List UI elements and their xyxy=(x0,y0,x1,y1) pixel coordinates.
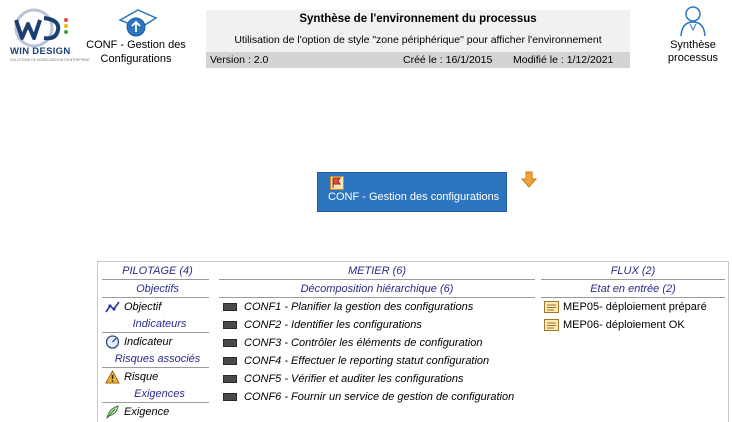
page-title: Synthèse de l'environnement du processus xyxy=(299,13,537,25)
divider xyxy=(219,297,535,298)
pilotage-group-header-objectifs: Objectifs xyxy=(136,283,179,295)
pilotage-item-risque[interactable] xyxy=(105,370,158,384)
divider xyxy=(541,279,725,280)
subprocess-icon xyxy=(223,393,237,401)
divider xyxy=(541,297,725,298)
created-date: Créé le : 16/1/2015 xyxy=(403,54,493,66)
page-subtitle: Utilisation de l'option de style "zone périphérique" pour afficher l'environnement xyxy=(234,34,602,46)
divider xyxy=(102,279,209,280)
metier-item-label: CONF3 - Contrôler les éléments de configuration xyxy=(244,337,483,349)
divider xyxy=(102,367,209,368)
down-arrow-icon[interactable] xyxy=(521,171,537,189)
metier-item[interactable] xyxy=(223,337,482,349)
pilotage-group-header-indicateurs: Indicateurs xyxy=(132,318,187,330)
flux-item[interactable] xyxy=(544,319,685,331)
subprocess-icon xyxy=(223,357,237,365)
pilotage-item-label: Risque xyxy=(124,370,159,383)
process-link-label-1: CONF - Gestion des xyxy=(86,39,186,51)
process-link-label-2: Configurations xyxy=(100,53,172,65)
metier-item-label: CONF4 - Effectuer le reporting statut configuration xyxy=(244,355,490,367)
process-box[interactable] xyxy=(317,172,507,212)
flux-header: FLUX (2) xyxy=(610,265,656,277)
flux-item-label: MEP06- déploiement OK xyxy=(563,319,685,331)
process-box-label: CONF - Gestion des configurations xyxy=(328,191,500,203)
gauge-icon xyxy=(105,335,120,349)
pilotage-item-label: Indicateur xyxy=(124,335,173,348)
metier-item-label: CONF5 - Vérifier et auditer les configurations xyxy=(244,373,464,385)
metier-item[interactable] xyxy=(223,355,489,367)
subprocess-icon xyxy=(223,339,237,347)
logo-subtext: SOLUTIONS DE MODÉLISATION D'ENTREPRISE xyxy=(10,58,90,62)
feather-icon xyxy=(105,405,120,419)
flag-icon xyxy=(330,176,344,190)
chart-line-icon xyxy=(105,300,120,314)
subprocess-icon xyxy=(223,303,237,311)
flux-item[interactable] xyxy=(544,301,707,313)
divider xyxy=(219,279,535,280)
document-icon xyxy=(544,319,559,331)
pilotage-item-objectif[interactable] xyxy=(105,300,161,314)
flux-subheader: Etat en entrée (2) xyxy=(590,283,676,295)
document-icon xyxy=(544,301,559,313)
metier-item[interactable] xyxy=(223,301,473,313)
subprocess-icon xyxy=(223,321,237,329)
pilotage-item-indicateur[interactable] xyxy=(105,335,172,349)
metier-header: METIER (6) xyxy=(347,265,407,277)
flux-item-label: MEP05- déploiement préparé xyxy=(563,301,707,313)
windesign-logo xyxy=(8,8,90,66)
metier-item[interactable] xyxy=(223,319,422,331)
logo-text: WIN DESIGN xyxy=(10,46,71,57)
metier-subheader: Décomposition hiérarchique (6) xyxy=(300,283,454,295)
metier-item-label: CONF6 - Fournir un service de gestion de configuration xyxy=(244,391,515,403)
pilotage-group-header-exigences: Exigences xyxy=(134,388,185,400)
subprocess-icon xyxy=(223,375,237,383)
pilotage-group-header-risques: Risques associés xyxy=(114,353,201,365)
pilotage-item-label: Exigence xyxy=(124,405,170,418)
process-link[interactable] xyxy=(82,6,190,66)
header-card xyxy=(206,10,630,68)
process-shape-icon xyxy=(114,6,158,38)
synthese-processus-link[interactable] xyxy=(655,4,731,65)
metier-item-label: CONF2 - Identifier les configurations xyxy=(244,319,422,331)
synthese-label-1: Synthèse xyxy=(670,39,716,51)
synthese-label-2: processus xyxy=(667,52,719,64)
metier-item[interactable] xyxy=(223,373,463,385)
divider xyxy=(102,402,209,403)
version-label: Version : 2.0 xyxy=(210,54,269,66)
pilotage-item-exigence[interactable] xyxy=(105,405,169,419)
metier-item-label: CONF1 - Planifier la gestion des configurations xyxy=(244,301,474,313)
windesign-logo-mark xyxy=(8,8,72,48)
metier-item[interactable] xyxy=(223,391,514,403)
header-meta-bar xyxy=(206,52,630,68)
divider xyxy=(102,332,209,333)
environment-panel xyxy=(97,261,729,422)
person-icon xyxy=(678,4,708,38)
divider xyxy=(102,297,209,298)
pilotage-header: PILOTAGE (4) xyxy=(122,265,193,277)
modified-date: Modifié le : 1/12/2021 xyxy=(513,54,614,66)
pilotage-item-label: Objectif xyxy=(124,300,162,313)
warning-icon xyxy=(105,370,120,384)
